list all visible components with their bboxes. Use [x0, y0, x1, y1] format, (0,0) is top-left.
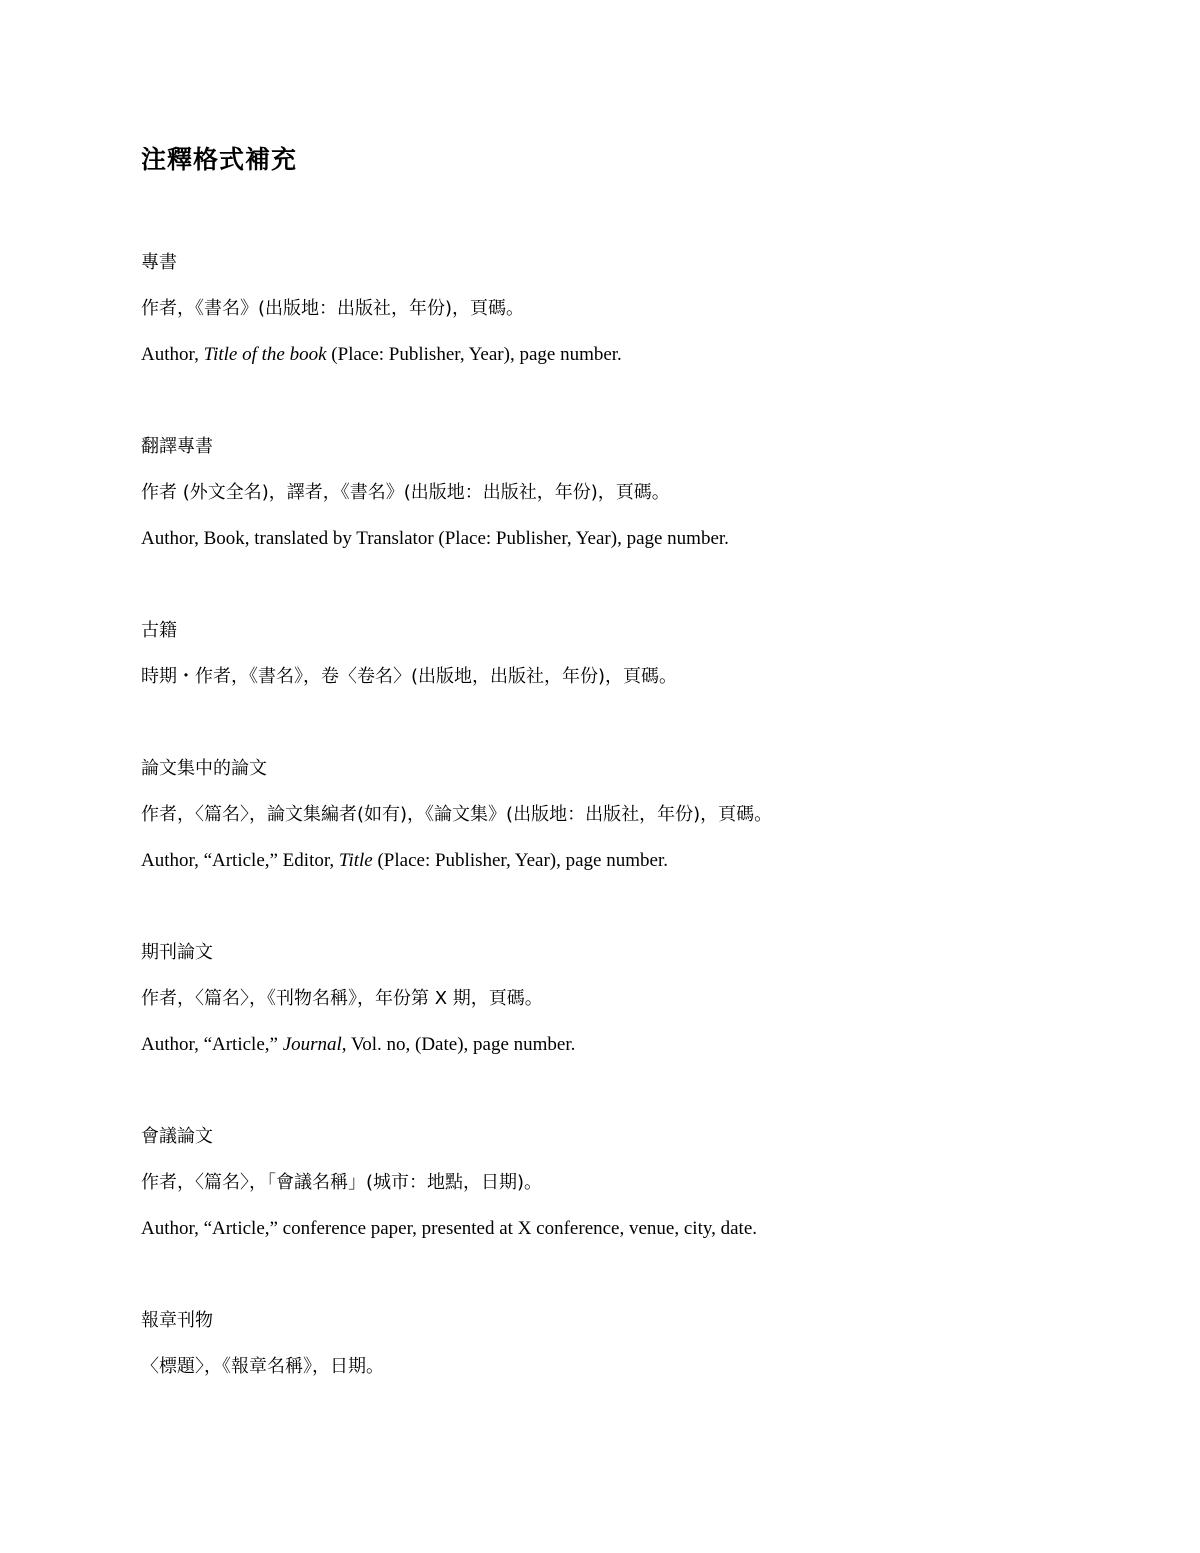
english-format-part: Author, — [141, 344, 204, 365]
section-translated-monograph — [141, 432, 1141, 570]
english-format-part: Author, “Article,” Editor, — [141, 850, 339, 871]
chinese-format: 時期・作者，《書名》，卷〈卷名〉(出版地，出版社，年份)，頁碼。 — [141, 666, 678, 687]
chinese-format: 作者，《書名》(出版地：出版社，年份)，頁碼。 — [141, 298, 525, 319]
section-heading: 會議論文 — [141, 1126, 213, 1147]
section-conference-paper — [141, 1122, 1141, 1260]
english-format-part: (Place: Publisher, Year), page number. — [372, 850, 668, 871]
section-journal-article — [141, 938, 1141, 1076]
italic-title: Title — [338, 850, 373, 871]
section-heading: 期刊論文 — [141, 942, 213, 963]
chinese-format: 作者 (外文全名)，譯者，《書名》(出版地：出版社，年份)，頁碼。 — [141, 482, 670, 503]
page-title: 注釋格式補充 — [141, 145, 298, 174]
english-format-part: , Vol. no, (Date), page number. — [341, 1034, 576, 1055]
chinese-format: 〈標題〉，《報章名稱》，日期。 — [141, 1356, 384, 1377]
section-heading: 古籍 — [141, 620, 177, 641]
section-heading: 報章刊物 — [141, 1310, 213, 1331]
section-ancient-books — [141, 616, 1141, 708]
section-heading: 專書 — [141, 252, 177, 273]
english-format — [141, 340, 1141, 386]
section-collected-paper — [141, 754, 1141, 892]
italic-title: Journal — [282, 1034, 342, 1055]
section-heading: 翻譯專書 — [141, 436, 213, 457]
english-format-part: Author, “Article,” — [141, 1034, 283, 1055]
english-format — [141, 1030, 1141, 1076]
section-heading: 論文集中的論文 — [141, 758, 267, 779]
english-format: Author, “Article,” conference paper, presented at X conference, venue, city, date. — [141, 1218, 758, 1239]
chinese-format: 作者，〈篇名〉，論文集編者(如有)，《論文集》(出版地：出版社，年份)，頁碼。 — [141, 804, 773, 825]
english-format — [141, 846, 1141, 892]
chinese-format: 作者，〈篇名〉，「會議名稱」(城市：地點，日期)。 — [141, 1172, 543, 1193]
english-format-part: (Place: Publisher, Year), page number. — [326, 344, 622, 365]
section-monograph — [141, 248, 1141, 386]
section-newspaper — [141, 1306, 1141, 1398]
english-format: Author, Book, translated by Translator (Place: Publisher, Year), page number. — [141, 528, 729, 549]
italic-title: Title of the book — [203, 344, 327, 365]
chinese-format: 作者，〈篇名〉，《刊物名稱》，年份第 X 期，頁碼。 — [141, 988, 543, 1009]
